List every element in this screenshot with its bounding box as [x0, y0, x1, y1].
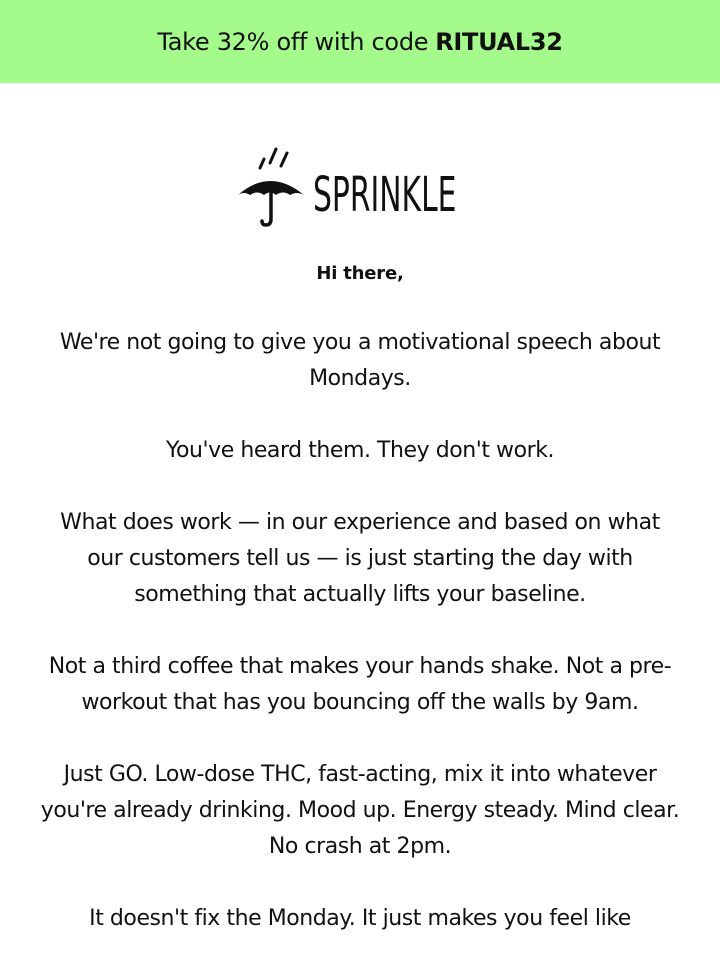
greeting: Hi there, [316, 263, 404, 284]
email-body [40, 325, 680, 973]
body-paragraph: Not a third coffee that makes your hands shake. Not a pre-workout that has you bouncing off the walls by 9am. [48, 654, 672, 715]
umbrella-rain-icon [236, 133, 306, 233]
body-paragraph: What does work — in our experience and based on what our customers tell us — is just starting the day with something that actually lifts your baseline. [60, 510, 660, 607]
body-paragraph: It doesn't fix the Monday. It just makes you feel like [89, 906, 631, 931]
brand-name: SPRINKLE [313, 167, 457, 223]
promo-banner[interactable] [0, 0, 720, 83]
promo-code: RITUAL32 [435, 27, 563, 56]
promo-banner-text: Take 32% off with code [157, 27, 429, 56]
body-paragraph: We're not going to give you a motivational speech about Mondays. [59, 330, 661, 391]
body-paragraph: You've heard them. They don't work. [165, 438, 555, 463]
brand-logo[interactable] [0, 125, 720, 245]
body-paragraph: Just GO. Low-dose THC, fast-acting, mix it into whatever you're already drinking. Mood up. Energy steady. Mind clear. No crash at 2pm. [40, 762, 680, 859]
